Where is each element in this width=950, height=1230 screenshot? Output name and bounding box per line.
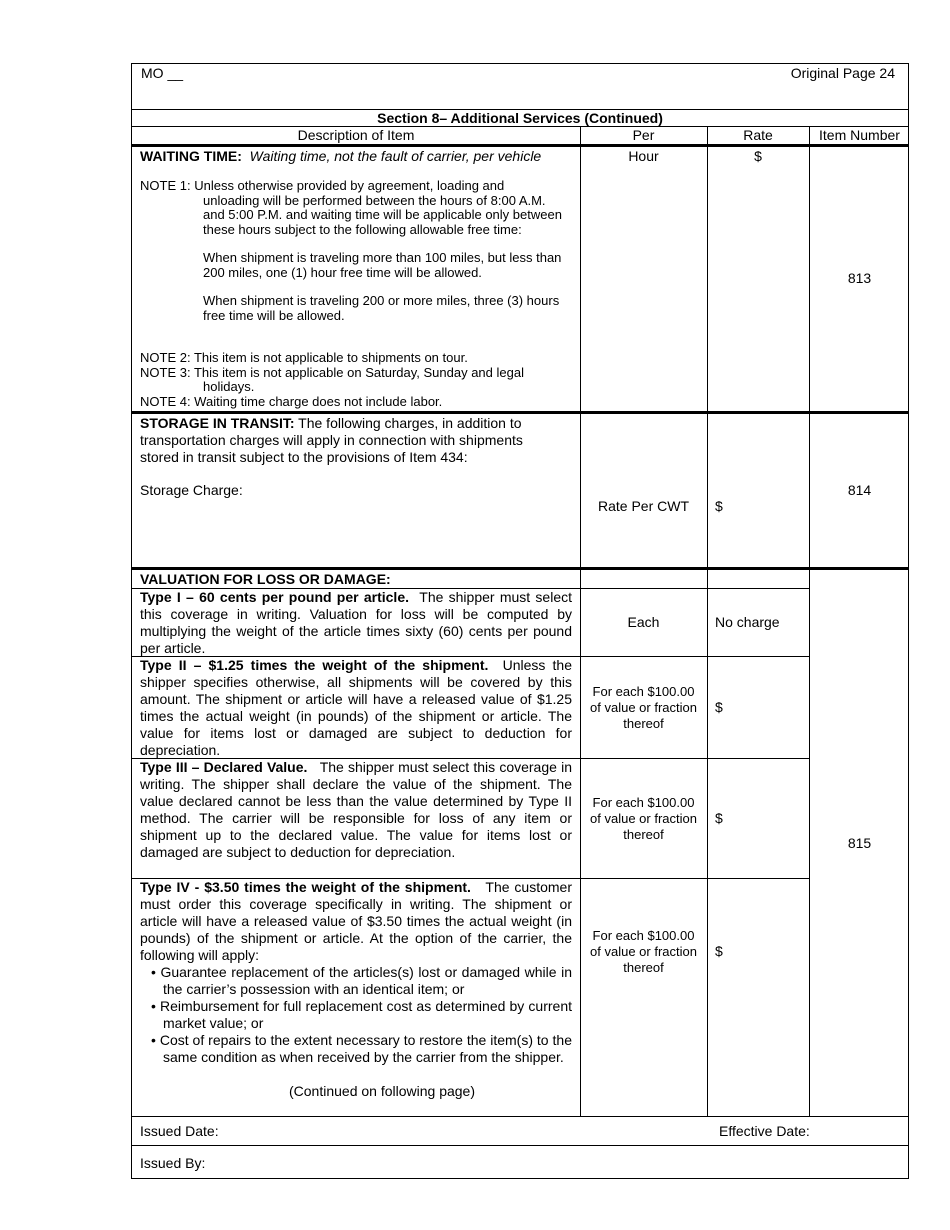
type-4-title: Type IV - $3.50 times the weight of the shipment. bbox=[140, 879, 471, 895]
item-number-813: 813 bbox=[847, 270, 872, 286]
type-1-per: Each bbox=[627, 614, 660, 630]
continued-note: (Continued on following page) bbox=[288, 1083, 475, 1099]
storage-per: Rate Per CWT bbox=[597, 498, 689, 514]
item-number-815: 815 bbox=[847, 835, 872, 851]
type-4-per: For each $100.00 of value or fraction thereof bbox=[590, 928, 697, 975]
valuation-type-2 bbox=[140, 657, 572, 759]
note-1-free-time-200: When shipment is traveling 200 or more miles, three (3) hours free time will be allowed. bbox=[203, 293, 560, 323]
type-4-rate: $ bbox=[715, 943, 723, 959]
note-1-free-time-100: When shipment is traveling more than 100 miles, but less than 200 miles, one (1) hour free time will be allowed. bbox=[203, 250, 562, 280]
divider bbox=[132, 567, 908, 570]
list-item: • Cost of repairs to the extent necessary to restore the item(s) to the same condition as when received by the carrier from the shipper. bbox=[151, 1032, 572, 1065]
waiting-time-title: WAITING TIME: bbox=[140, 148, 242, 164]
issued-by-label: Issued By: bbox=[140, 1155, 206, 1171]
divider bbox=[132, 411, 908, 414]
note-3: NOTE 3: This item is not applicable on Saturday, Sunday and legal bbox=[140, 364, 524, 380]
type-3-title: Type III – Declared Value. bbox=[140, 759, 308, 775]
waiting-time-notes-2-4 bbox=[140, 351, 576, 409]
storage-in-transit-text bbox=[140, 415, 560, 466]
storage-rate: $ bbox=[715, 498, 723, 514]
type-1-text: The shipper must select this coverage in writing. Valuation for loss will be computed by multiplying the weight of the article times sixty (60) cents per pound per article. bbox=[140, 589, 572, 656]
type-4-text: The customer must order this coverage specifically in writing. The shipment or article will have a released value of $3.50 times the actual weight (in pounds) of the shipment or article. At the option of the carrier, the following will apply: bbox=[140, 879, 572, 963]
issued-date-label: Issued Date: bbox=[140, 1123, 219, 1139]
note-4: NOTE 4: Waiting time charge does not include labor. bbox=[140, 393, 443, 409]
waiting-time-rate: $ bbox=[754, 148, 762, 164]
valuation-type-1 bbox=[140, 589, 572, 657]
list-item: • Guarantee replacement of the articles(s) lost or damaged while in the carrier’s possession with an identical item; or bbox=[151, 964, 572, 997]
note-3-rest: holidays. bbox=[203, 379, 255, 394]
type-1-rate: No charge bbox=[715, 614, 780, 630]
column-rule bbox=[707, 126, 708, 1117]
valuation-title: VALUATION FOR LOSS OR DAMAGE: bbox=[140, 571, 391, 587]
storage-title: STORAGE IN TRANSIT: bbox=[140, 415, 295, 431]
page-number: Original Page 24 bbox=[790, 65, 895, 81]
note-1-rest: unloading will be performed between the hours of 8:00 A.M. and 5:00 P.M. and waiting time will be applicable only between these hours subject to the following allowable free time: bbox=[203, 192, 562, 237]
divider bbox=[132, 1145, 908, 1146]
type-1-title: Type I – 60 cents per pound per article. bbox=[140, 589, 409, 605]
divider bbox=[132, 1116, 908, 1117]
column-rule bbox=[580, 126, 581, 650]
type-2-text: Unless the shipper specifies otherwise, all shipments will be covered by this amount. The shipment or article will have a released value of $1.25 times the actual weight (in pounds) of the shipment or article. The value for items lost or damaged are subject to deduction for depreciation. bbox=[140, 657, 572, 758]
column-header-per: Per bbox=[632, 127, 655, 143]
waiting-time-per: Hour bbox=[628, 148, 659, 164]
section-title: Section 8– Additional Services (Continued) bbox=[377, 110, 663, 126]
state-label: MO __ bbox=[141, 65, 184, 81]
list-item: • Reimbursement for full replacement cost as determined by current market value; or bbox=[151, 998, 572, 1031]
effective-date-label: Effective Date: bbox=[719, 1123, 810, 1139]
column-rule bbox=[580, 589, 581, 1117]
column-header-description: Description of Item bbox=[297, 127, 415, 143]
divider bbox=[132, 144, 908, 147]
waiting-time-note-1 bbox=[140, 179, 570, 323]
tariff-page bbox=[131, 63, 909, 1179]
column-header-item-number: Item Number bbox=[819, 127, 900, 143]
type-3-rate: $ bbox=[715, 810, 723, 826]
type-2-rate: $ bbox=[715, 699, 723, 715]
item-number-814: 814 bbox=[847, 482, 872, 498]
waiting-time-heading bbox=[140, 148, 576, 165]
note-1-first-line: NOTE 1: Unless otherwise provided by agreement, loading and bbox=[140, 178, 505, 193]
note-2: NOTE 2: This item is not applicable to shipments on tour. bbox=[140, 350, 468, 365]
valuation-type-4 bbox=[140, 879, 572, 964]
type-2-per: For each $100.00 of value or fraction thereof bbox=[590, 684, 697, 731]
waiting-time-subtitle: Waiting time, not the fault of carrier, per vehicle bbox=[249, 148, 542, 164]
column-header-rate: Rate bbox=[743, 127, 773, 143]
type-2-title: Type II – $1.25 times the weight of the shipment. bbox=[140, 657, 489, 673]
valuation-type-3 bbox=[140, 759, 572, 861]
type-4-bullet-list bbox=[140, 964, 572, 1066]
type-3-text: The shipper must select this coverage in writing. The shipper shall declare the value of the shipment. The value declared cannot be less than the value determined by Type II method. The carrier will be responsible for loss of any item or shipment up to the declared value. The value for items lost or damaged are subject to deduction for depreciation. bbox=[140, 759, 572, 860]
storage-description: The following charges, in addition to transportation charges will apply in connection with shipments stored in transit subject to the provisions of Item 434: bbox=[140, 415, 523, 465]
type-3-per: For each $100.00 of value or fraction thereof bbox=[590, 795, 697, 842]
storage-charge-label: Storage Charge: bbox=[140, 482, 243, 498]
